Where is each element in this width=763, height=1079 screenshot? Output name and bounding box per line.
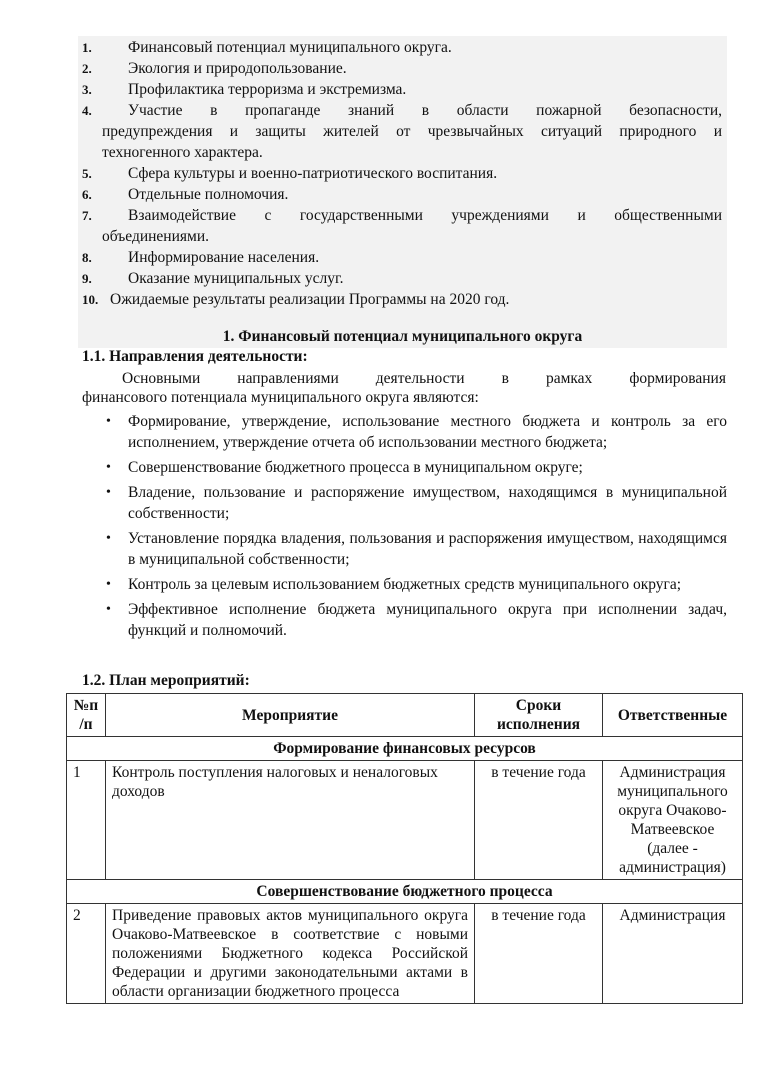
table-group-row — [67, 880, 743, 904]
contents-item-number: 5. — [82, 166, 92, 181]
intro-text: Основными направлениями деятельности в рамках формирования — [122, 370, 726, 387]
contents-item-number: 6. — [82, 187, 92, 202]
list-item — [82, 411, 727, 453]
column-header-event: Мероприятие — [106, 694, 475, 737]
list-item — [82, 574, 727, 595]
intro-paragraph-line — [82, 369, 726, 388]
contents-item-continuation: техногенного характера. — [102, 144, 263, 161]
table-row — [67, 904, 743, 1004]
list-item-text: Установление порядка владения, пользования и распоряжения имуществом, находящимся в муниципальной собственности; — [128, 530, 727, 568]
group-title: Формирование финансовых ресурсов — [67, 737, 743, 761]
bullet-icon: • — [106, 602, 111, 617]
contents-item-text: Профилактика терроризма и экстремизма. — [128, 81, 407, 98]
bullet-icon: • — [106, 485, 111, 500]
list-item-text: Формирование, утверждение, использование местного бюджета и контроль за его исполнением, утверждение отчета об использовании местного бюджета; — [128, 413, 727, 451]
contents-item-text: Оказание муниципальных услуг. — [128, 270, 344, 287]
contents-item-number: 1. — [82, 40, 92, 55]
table-row — [67, 761, 743, 880]
contents-item-text: Финансовый потенциал муниципального округа. — [128, 39, 452, 56]
list-item — [82, 482, 727, 524]
table-header-row — [67, 694, 743, 737]
list-item-text: Контроль за целевым использованием бюджетных средств муниципального округа; — [128, 576, 682, 593]
contents-item-text: Экология и природопользование. — [128, 60, 347, 77]
contents-item-text: Сфера культуры и военно-патриотического воспитания. — [128, 165, 498, 182]
row-deadline: в течение года — [475, 904, 603, 1004]
list-item-text: Эффективное исполнение бюджета муниципального округа при исполнении задач, функций и полномочий. — [128, 601, 727, 639]
section-title: 1. Финансовый потенциал муниципального округа — [222, 328, 583, 345]
row-deadline: в течение года — [475, 761, 603, 880]
list-item — [82, 457, 727, 478]
contents-item-number: 10. — [82, 292, 99, 307]
row-number: 2 — [67, 904, 106, 1004]
bullet-icon: • — [106, 414, 111, 429]
row-event: Контроль поступления налоговых и неналоговых доходов — [106, 761, 475, 880]
contents-item-text: Взаимодействие с государственными учреждениями и общественными — [128, 207, 722, 224]
row-event: Приведение правовых актов муниципального округа Очаково-Матвеевское в соответствие с новыми положениями Бюджетного кодекса Российской Федерации и другими законодательными актами в области организации бюджетного процесса — [106, 904, 475, 1004]
contents-item-number: 7. — [82, 208, 92, 223]
contents-item-number: 4. — [82, 103, 92, 118]
contents-item-number: 3. — [82, 82, 92, 97]
group-title: Совершенствование бюджетного процесса — [67, 880, 743, 904]
contents-item-number: 9. — [82, 271, 92, 286]
table-group-row — [67, 737, 743, 761]
intro-paragraph-line: финансового потенциала муниципального округа являются: — [82, 389, 479, 406]
row-responsible: Администрация муниципального округа Очаково-Матвеевское (далее - администрация) — [603, 761, 743, 880]
column-header-deadline: Сроки исполнения — [475, 694, 603, 737]
contents-item-text: Информирование населения. — [128, 249, 320, 266]
list-item-text: Владение, пользование и распоряжение имуществом, находящимся в муниципальной собственности; — [128, 484, 727, 522]
contents-item-continuation: предупреждения и защиты жителей от чрезвычайных ситуаций природного и — [102, 123, 722, 140]
contents-item-number: 8. — [82, 250, 92, 265]
list-item-text: Совершенствование бюджетного процесса в муниципальном округе; — [128, 459, 583, 476]
program-contents-list — [78, 36, 727, 348]
contents-item-text: Ожидаемые результаты реализации Программы на 2020 год. — [110, 291, 510, 308]
bullet-icon: • — [106, 577, 111, 592]
list-item — [82, 599, 727, 641]
column-header-responsible: Ответственные — [603, 694, 743, 737]
contents-item-text: Участие в пропаганде знаний в области пожарной безопасности, — [128, 102, 722, 119]
contents-item-text: Отдельные полномочия. — [128, 186, 289, 203]
activity-directions-list — [82, 411, 727, 645]
row-number: 1 — [67, 761, 106, 880]
action-plan-table — [66, 693, 743, 1004]
bullet-icon: • — [106, 460, 111, 475]
contents-item-number: 2. — [82, 61, 92, 76]
bullet-icon: • — [106, 531, 111, 546]
subsection-heading: 1.1. Направления деятельности: — [82, 348, 308, 365]
list-item — [82, 528, 727, 570]
contents-item-continuation: объединениями. — [102, 228, 209, 245]
row-responsible: Администрация — [603, 904, 743, 1004]
column-header-number: №п /п — [67, 694, 106, 737]
subsection-heading: 1.2. План мероприятий: — [82, 672, 250, 689]
